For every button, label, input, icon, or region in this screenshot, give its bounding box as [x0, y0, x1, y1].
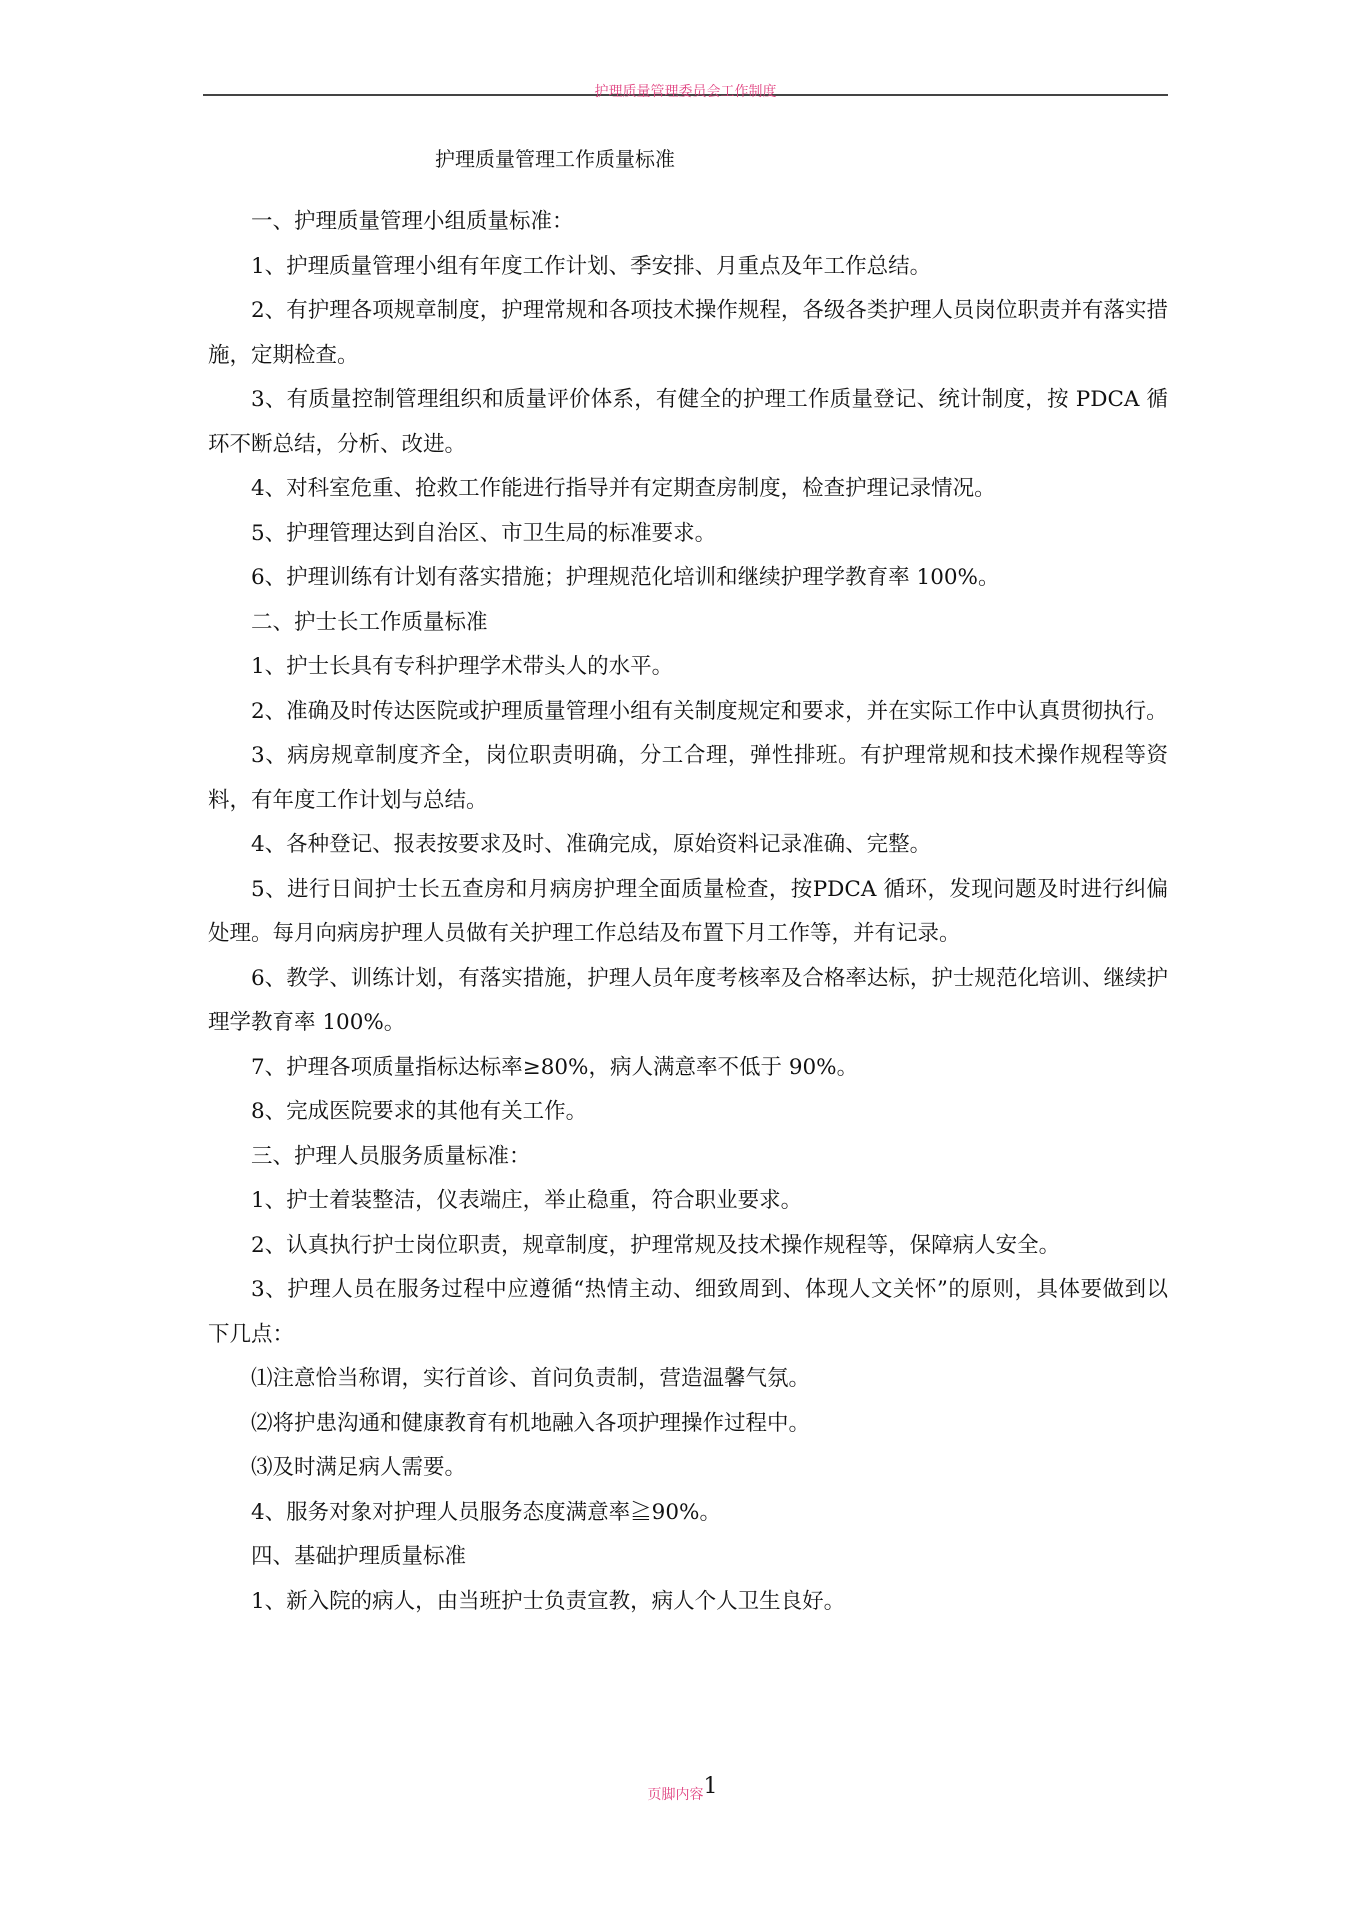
paragraph: 4、各种登记、报表按要求及时、准确完成，原始资料记录准确、完整。 — [251, 832, 932, 857]
section-heading: 二、护士长工作质量标准 — [251, 609, 488, 635]
paragraph: 1、新入院的病人，由当班护士负责宣教，病人个人卫生良好。 — [251, 1588, 846, 1614]
sub-item: ⑵将护患沟通和健康教育有机地融入各项护理操作过程中。 — [251, 1410, 811, 1436]
paragraph: 4、服务对象对护理人员服务态度满意率≧90%。 — [251, 1499, 721, 1525]
document-title: 护理质量管理工作质量标准 — [435, 147, 675, 171]
paragraph: 2、有护理各项规章制度，护理常规和各项技术操作规程，各级各类护理人员岗位职责并有落实措施，定期检查。 — [208, 298, 1168, 368]
paragraph: 6、教学、训练计划，有落实措施，护理人员年度考核率及合格率达标，护士规范化培训、继续护理学教育率 100%。 — [208, 965, 1168, 1035]
paragraph: 3、护理人员在服务过程中应遵循“热情主动、细致周到、体现人文关怀”的原则，具体要做到以下几点： — [208, 1277, 1168, 1347]
paragraph: 5、进行日间护士长五查房和月病房护理全面质量检查，按PDCA 循环，发现问题及时进行纠偏处理。每月向病房护理人员做有关护理工作总结及布置下月工作等，并有记录。 — [208, 876, 1168, 946]
paragraph: 2、准确及时传达医院或护理质量管理小组有关制度规定和要求，并在实际工作中认真贯彻执行。 — [251, 698, 1168, 724]
page-number: 1 — [703, 1774, 718, 1799]
paragraph: 1、护理质量管理小组有年度工作计划、季安排、月重点及年工作总结。 — [251, 253, 932, 279]
paragraph: 3、有质量控制管理组织和质量评价体系，有健全的护理工作质量登记、统计制度，按 PDCA 循环不断总结，分析、改进。 — [208, 387, 1168, 457]
page-footer — [0, 1774, 1365, 1805]
paragraph: 4、对科室危重、抢救工作能进行指导并有定期查房制度，检查护理记录情况。 — [251, 476, 996, 501]
footer-label: 页脚内容 — [647, 1787, 704, 1803]
paragraph: 3、病房规章制度齐全，岗位职责明确，分工合理，弹性排班。有护理常规和技术操作规程等资料，有年度工作计划与总结。 — [208, 743, 1168, 813]
section-heading: 四、基础护理质量标准 — [251, 1544, 467, 1569]
paragraph: 1、护士长具有专科护理学术带头人的水平。 — [251, 654, 674, 679]
section-heading: 三、护理人员服务质量标准： — [251, 1143, 531, 1169]
paragraph: 1、护士着装整洁，仪表端庄，举止稳重，符合职业要求。 — [251, 1188, 803, 1213]
sub-item: ⑶及时满足病人需要。 — [251, 1455, 467, 1480]
page-header — [203, 80, 1168, 102]
paragraph: 2、认真执行护士岗位职责，规章制度，护理常规及技术操作规程等，保障病人安全。 — [251, 1232, 1061, 1258]
paragraph: 5、护理管理达到自治区、市卫生局的标准要求。 — [251, 520, 717, 546]
paragraph: 7、护理各项质量指标达标率≥80%，病人满意率不低于 90%。 — [251, 1054, 859, 1080]
document-body — [208, 200, 1168, 1624]
header-text: 护理质量管理委员会工作制度 — [594, 84, 777, 100]
section-heading: 一、护理质量管理小组质量标准： — [251, 209, 574, 234]
paragraph: 8、完成医院要求的其他有关工作。 — [251, 1099, 588, 1124]
sub-item: ⑴注意恰当称谓，实行首诊、首问负责制，营造温馨气氛。 — [251, 1366, 811, 1391]
paragraph: 6、护理训练有计划有落实措施；护理规范化培训和继续护理学教育率 100%。 — [251, 565, 1000, 590]
